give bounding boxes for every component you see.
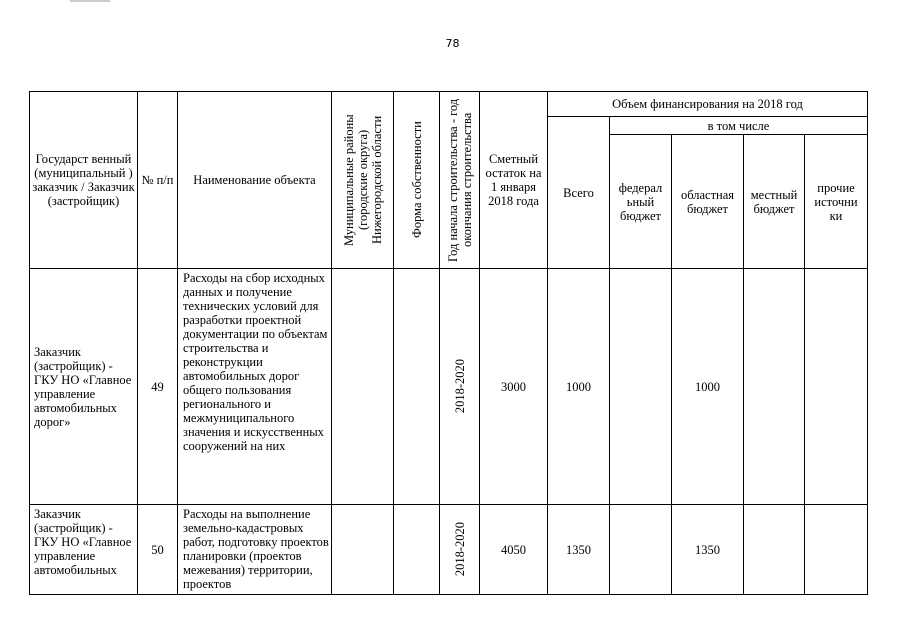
row-years xyxy=(440,505,480,595)
row-district xyxy=(332,269,394,505)
header-districts xyxy=(332,92,394,269)
row-district xyxy=(332,505,394,595)
row-ownership xyxy=(394,269,440,505)
row-years-text: 2018-2020 xyxy=(452,359,467,414)
header-total: Всего xyxy=(548,117,610,269)
financing-table xyxy=(29,91,868,595)
header-years xyxy=(440,92,480,269)
row-estimate: 4050 xyxy=(480,505,548,595)
row-other xyxy=(805,505,868,595)
header-districts-text: Муниципальные районы (городские округа) Нижегородской области xyxy=(341,114,384,246)
header-object-name: Наименование объекта xyxy=(178,92,332,269)
row-total: 1350 xyxy=(548,505,610,595)
row-years xyxy=(440,269,480,505)
table-row xyxy=(30,505,868,595)
scan-artifact xyxy=(70,0,110,2)
header-including: в том числе xyxy=(610,117,868,135)
row-regional: 1000 xyxy=(672,269,744,505)
row-federal xyxy=(610,505,672,595)
header-ownership xyxy=(394,92,440,269)
row-ownership xyxy=(394,505,440,595)
page-number: 78 xyxy=(445,37,460,50)
table-row xyxy=(30,269,868,505)
header-local: местный бюджет xyxy=(744,135,805,269)
row-other xyxy=(805,269,868,505)
row-local xyxy=(744,269,805,505)
row-number: 49 xyxy=(138,269,178,505)
header-financing-group: Объем финансирования на 2018 год xyxy=(548,92,868,117)
row-regional: 1350 xyxy=(672,505,744,595)
header-customer: Государст венный (муниципальный ) заказчик / Заказчик (застройщик) xyxy=(30,92,138,269)
row-customer: Заказчик (застройщик) - ГКУ НО «Главное управление автомобильных дорог» xyxy=(30,269,138,505)
header-regional: областная бюджет xyxy=(672,135,744,269)
header-ownership-text: Форма собственности xyxy=(409,121,424,239)
row-local xyxy=(744,505,805,595)
header-federal: федерал ьный бюджет xyxy=(610,135,672,269)
row-estimate: 3000 xyxy=(480,269,548,505)
header-number: № п/п xyxy=(138,92,178,269)
row-object: Расходы на сбор исходных данных и получение технических условий для разработки проектной документации по объектам строительства и реконструкции автомобильных дорог общего пользования регионального и межмуниципального значения и искусственных сооружений на них xyxy=(178,269,332,505)
row-federal xyxy=(610,269,672,505)
header-years-text: Год начала строительства - год окончания строительства xyxy=(445,98,474,262)
row-total: 1000 xyxy=(548,269,610,505)
row-customer: Заказчик (застройщик) - ГКУ НО «Главное управление автомобильных xyxy=(30,505,138,595)
row-object: Расходы на выполнение земельно-кадастровых работ, подготовку проектов планировки (проектов межевания) территории, проектов xyxy=(178,505,332,595)
row-number: 50 xyxy=(138,505,178,595)
header-estimate: Сметный остаток на 1 января 2018 года xyxy=(480,92,548,269)
header-other: прочие источни ки xyxy=(805,135,868,269)
row-years-text: 2018-2020 xyxy=(452,522,467,577)
